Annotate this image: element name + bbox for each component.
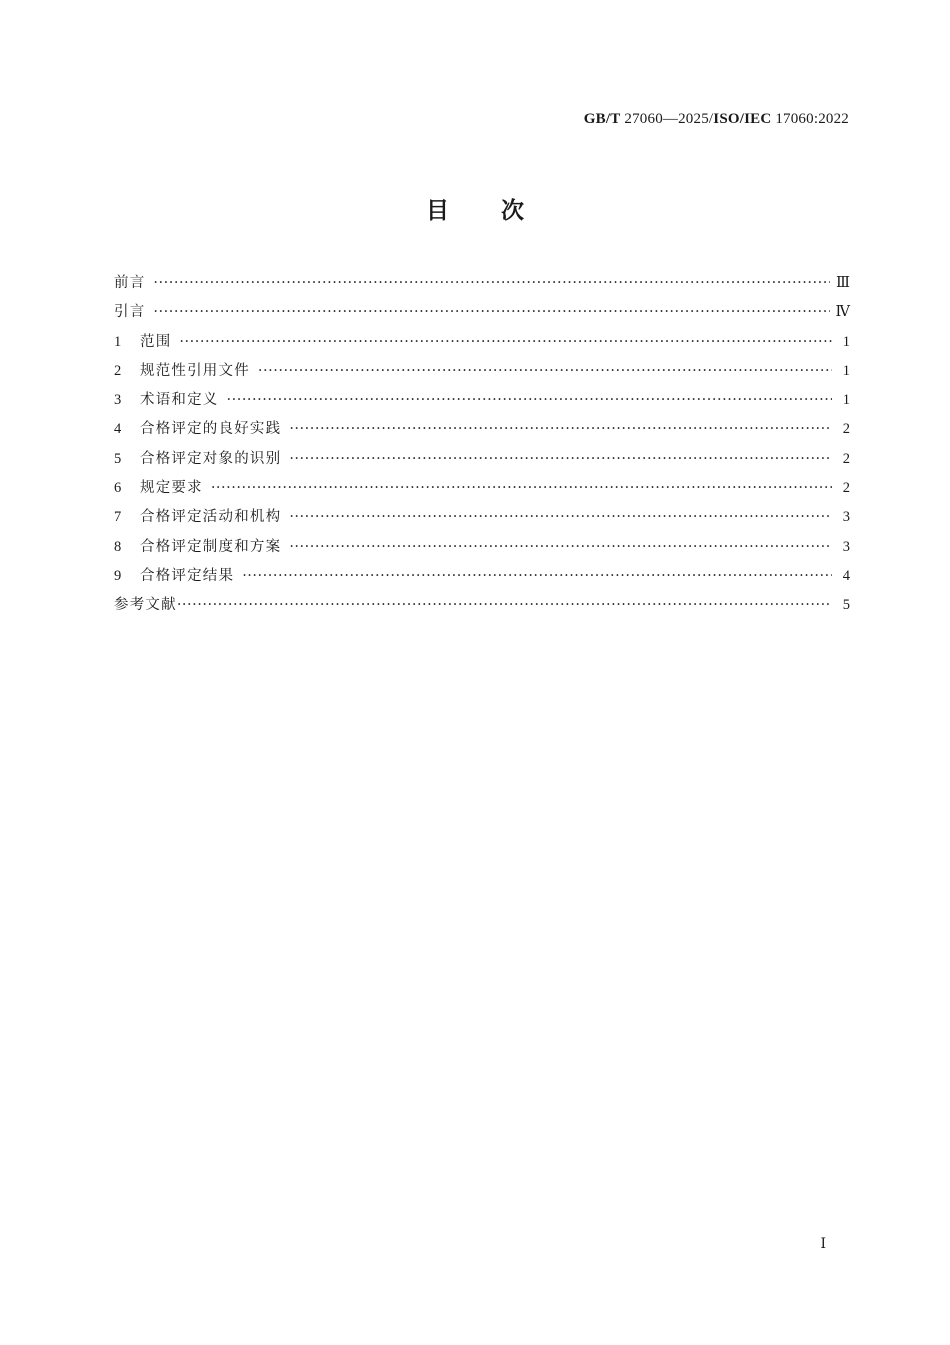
toc-entry-number: 7	[114, 509, 122, 526]
toc-entry-label: 术语和定义	[140, 392, 219, 409]
toc-title: 目次	[426, 198, 576, 224]
toc-entry-page: 1	[842, 392, 850, 409]
toc-entry-page: 1	[842, 362, 850, 379]
table-of-contents	[114, 269, 850, 621]
toc-leader-dots	[289, 445, 832, 474]
toc-leader-dots	[289, 503, 832, 532]
toc-entry-systems-schemes[interactable]	[114, 533, 850, 562]
toc-entry-page: 2	[842, 421, 850, 438]
doc-id-prefix: GB/T	[583, 111, 621, 127]
toc-entry-specified-requirements[interactable]	[114, 474, 850, 503]
toc-entry-number: 8	[114, 538, 122, 555]
toc-leader-dots	[179, 328, 832, 357]
toc-leader-dots	[227, 386, 833, 415]
toc-entry-page: 3	[842, 509, 850, 526]
toc-entry-label: 参考文献	[114, 597, 177, 614]
toc-leader-dots	[258, 357, 832, 386]
toc-entry-label: 合格评定活动和机构	[140, 509, 282, 526]
toc-entry-page: 5	[842, 597, 850, 614]
doc-id-iso-number: 17060:2022	[771, 111, 849, 127]
toc-entry-label: 合格评定结果	[140, 567, 235, 584]
toc-leader-dots	[211, 474, 832, 503]
toc-entry-page: 2	[842, 450, 850, 467]
toc-leader-dots	[153, 298, 829, 327]
toc-entry-page: Ⅳ	[835, 304, 850, 321]
document-identifier	[584, 111, 849, 128]
toc-entry-label: 引言	[114, 304, 146, 321]
toc-entry-terms-definitions[interactable]	[114, 386, 850, 415]
toc-entry-number: 1	[114, 333, 122, 350]
toc-entry-number: 5	[114, 450, 122, 467]
toc-entry-page: Ⅲ	[836, 275, 850, 291]
toc-entry-normative-references[interactable]	[114, 357, 850, 386]
toc-entry-scope[interactable]	[114, 328, 850, 357]
toc-entry-label: 范围	[140, 333, 172, 350]
toc-leader-dots	[289, 533, 832, 562]
toc-leader-dots	[153, 269, 830, 298]
toc-entry-bibliography[interactable]	[114, 591, 850, 620]
toc-entry-number: 3	[114, 392, 122, 409]
toc-entry-label: 前言	[114, 275, 146, 291]
toc-entry-page: 2	[842, 480, 850, 497]
toc-leader-dots	[242, 562, 832, 591]
toc-entry-page: 4	[842, 567, 850, 584]
toc-entry-activities-bodies[interactable]	[114, 503, 850, 532]
toc-leader-dots	[289, 415, 832, 444]
toc-entry-introduction[interactable]	[114, 298, 850, 327]
toc-entry-label: 合格评定的良好实践	[140, 421, 282, 438]
toc-entry-number: 9	[114, 567, 122, 584]
doc-id-iso: ISO/IEC	[713, 111, 772, 127]
toc-entry-page: 3	[842, 538, 850, 555]
toc-entry-label: 合格评定制度和方案	[140, 538, 282, 555]
toc-entry-label: 规范性引用文件	[140, 362, 250, 379]
toc-entry-label: 合格评定对象的识别	[140, 450, 282, 467]
doc-id-number: 27060—2025/	[620, 111, 714, 127]
toc-leader-dots	[177, 591, 832, 620]
page-number: Ⅰ	[820, 1237, 826, 1252]
toc-entry-results[interactable]	[114, 562, 850, 591]
toc-entry-number: 4	[114, 421, 122, 438]
toc-entry-page: 1	[842, 333, 850, 350]
toc-entry-good-practice[interactable]	[114, 415, 850, 444]
toc-entry-number: 6	[114, 480, 122, 497]
toc-entry-number: 2	[114, 362, 122, 379]
toc-entry-label: 规定要求	[140, 480, 203, 497]
toc-entry-foreword[interactable]	[114, 269, 850, 298]
toc-entry-object-identification[interactable]	[114, 445, 850, 474]
